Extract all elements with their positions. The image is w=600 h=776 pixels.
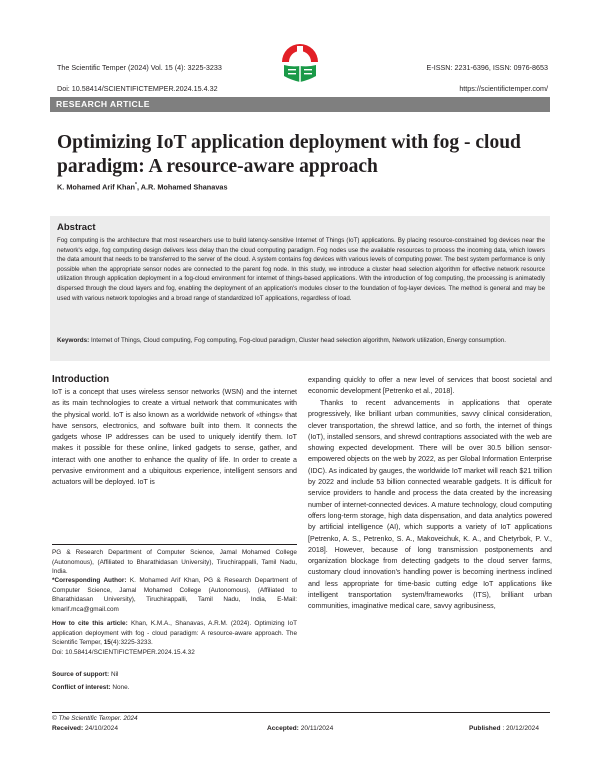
support-label: Source of support:	[52, 671, 110, 678]
journal-url[interactable]: https://scientifictemper.com/	[459, 84, 548, 93]
corresponding-text: K. Mohamed Arif Khan, PG & Research Department of Computer Science, Jamal Mohamed College (Autonomous), (Affiliated to Bharathidasan University), Tiruchirappalli, Tamil Nadu, India, E-Mail: kmarif.mca@gmail.com	[52, 577, 297, 613]
cite-volume: 15	[103, 639, 111, 646]
published-label: Published	[469, 725, 501, 732]
cite-pages: (4):3225-3233.	[110, 639, 153, 646]
author-1: K. Mohamed Arif Khan	[57, 182, 135, 192]
conflict-value: None.	[110, 684, 130, 691]
conflict-of-interest	[52, 683, 297, 693]
abstract-text: Fog computing is the architecture that most researchers use to build latency-sensitive Internet of Things (IoT) applications. By placing resource-constrained fog devices near the network's edge, fog computing design delivers less delay than the cloud computing paradigm. Fog nodes use the available resources to process the incoming data, which lowers the data amount that needs to be transferred to the server of the cloud. A system contains fog devices with various levels of computing power. The best system performance is only possible when the appropriate sensor nodes are connected to the parent fog node. In this study, we introduce a cluster head selection algorithm for effective network resource utilization through application deployment in a fog-cloud environment for internet of things-based applications. With the introduction of fog computing, the processing is animatedly dispersed through the cloud layers and fog, enabling the deployment of an application's modules closer to the foundation of fog-layer devices. The method is general and may be used with various network topologies and a broad range of standardized IoT applications, regardless of load.	[57, 237, 545, 302]
accepted-label: Accepted:	[267, 725, 299, 732]
abstract-heading: Abstract	[57, 222, 96, 233]
corresponding-author	[52, 576, 297, 614]
keywords-list: Internet of Things, Cloud computing, Fog computing, Fog-cloud paradigm, Cluster head selection algorithm, Network utilization, Energy consumption.	[90, 337, 506, 344]
support-value: Nil	[109, 671, 119, 678]
author-2: , A.R. Mohamed Shanavas	[136, 182, 228, 192]
intro-paragraph-2: Thanks to recent advancements in applications that operate progressively, like brilliant urban communities, savvy clinical consideration, clever transportation, the shrewd lattice, and so forth, the internet of things (IoT), installed sensors, and shrewd contraptions associated with the web are showing expected development. There will be over 30.5 billion sensor-empowered objects on the web by 2022, as per Global Information Enterprise (IDC). As indicated by gauges, the worldwide IoT market will reach $21 trillion by 2022 and include 53 billion connected wearable gadgets. It is difficult for service providers to handle and process the data created by the increasing number of internet-connected devices. A mature technology, cloud computing offers long-term storage, high data dispensation, and data analytics powered by artificial intelligence (AI), which supports a variety of IoT applications [Petrenko, A. S., Petrenko, S. A., Makoveichuk, K. A., and Chetyrbok, P. V., 2018]. However, because of long transmission postponements and organization blockage from detecting gadgets to the cloud server farms, customary cloud innovation's handling power is becoming inertness inclined and less appropriate for time-basic cutting edge IoT applications like intelligent transportation system/frameworks (ITS), brilliant urban communities, imaginative medical care, savvy agribusiness,	[308, 399, 552, 611]
published-value: : 20/12/2024	[500, 725, 540, 732]
introduction-heading: Introduction	[52, 374, 110, 385]
section-band	[50, 97, 550, 112]
received-date	[52, 725, 118, 732]
affiliation-department: PG & Research Department of Computer Science, Jamal Mohamed College (Autonomous), (Affiliated to Bharathidasan University), Tiruchirappalli, Tamil Nadu, India.	[52, 549, 297, 575]
authors	[57, 182, 228, 191]
source-of-support	[52, 670, 297, 680]
affiliation-divider	[52, 544, 297, 545]
published-date	[469, 725, 539, 732]
accepted-date	[267, 725, 333, 732]
cite-doi: Doi: 10.58414/SCIENTIFICTEMPER.2024.15.4.32	[52, 648, 195, 656]
corresponding-label: *Corresponding Author:	[52, 577, 127, 584]
copyright: © The Scientific Temper. 2024	[52, 715, 138, 722]
issn: E-ISSN: 2231-6396, ISSN: 0976-8653	[426, 63, 548, 72]
keywords-label: Keywords:	[57, 337, 90, 344]
received-value: 24/10/2024	[83, 725, 118, 732]
intro-paragraph-1-cont: expanding quickly to offer a new level of services that boost societal and economic development [Petrenko et al., 2018].	[308, 376, 552, 396]
conflict-label: Conflict of interest:	[52, 684, 111, 691]
corresponding-mark: *	[134, 182, 137, 188]
article-title: Optimizing IoT application deployment with fog - cloud paradigm: A resource-aware approach	[57, 132, 521, 177]
journal-logo-icon	[279, 40, 321, 86]
received-label: Received:	[52, 725, 84, 732]
intro-paragraph-1: IoT is a concept that uses wireless sensor networks (WSN) and the internet as its main technologies to create a virtual network that communicates with the physical world. IoT is also known as a worldwide network of «things» that have sensors, electronics, and software built into them. It connects the gadgets whose IP addresses can be used to uniquely identify them. IoT makes it possible for these online, linked gadgets to sense, gather, and interact with one another to enhance the quality of life. In order to create a pervasive environment and a ubiquitous experience, intelligent sensors and actuators will be deployed. IoT is	[52, 388, 297, 487]
accepted-value: 20/11/2024	[298, 725, 334, 732]
keywords	[57, 336, 545, 346]
footer-divider	[52, 712, 550, 713]
journal-citation: The Scientific Temper (2024) Vol. 15 (4): 3225-3233	[57, 63, 222, 72]
cite-label: How to cite this article:	[52, 620, 128, 627]
doi[interactable]: Doi: 10.58414/SCIENTIFICTEMPER.2024.15.4.32	[57, 84, 218, 93]
cite-text: Khan, K.M.A., Shanavas, A.R.M. (2024). Optimizing IoT application deployment with fog - cloud paradigm: A resource-aware approach. The Scientific Temper,	[52, 620, 297, 646]
how-to-cite	[52, 619, 297, 657]
section-label: RESEARCH ARTICLE	[56, 99, 150, 109]
